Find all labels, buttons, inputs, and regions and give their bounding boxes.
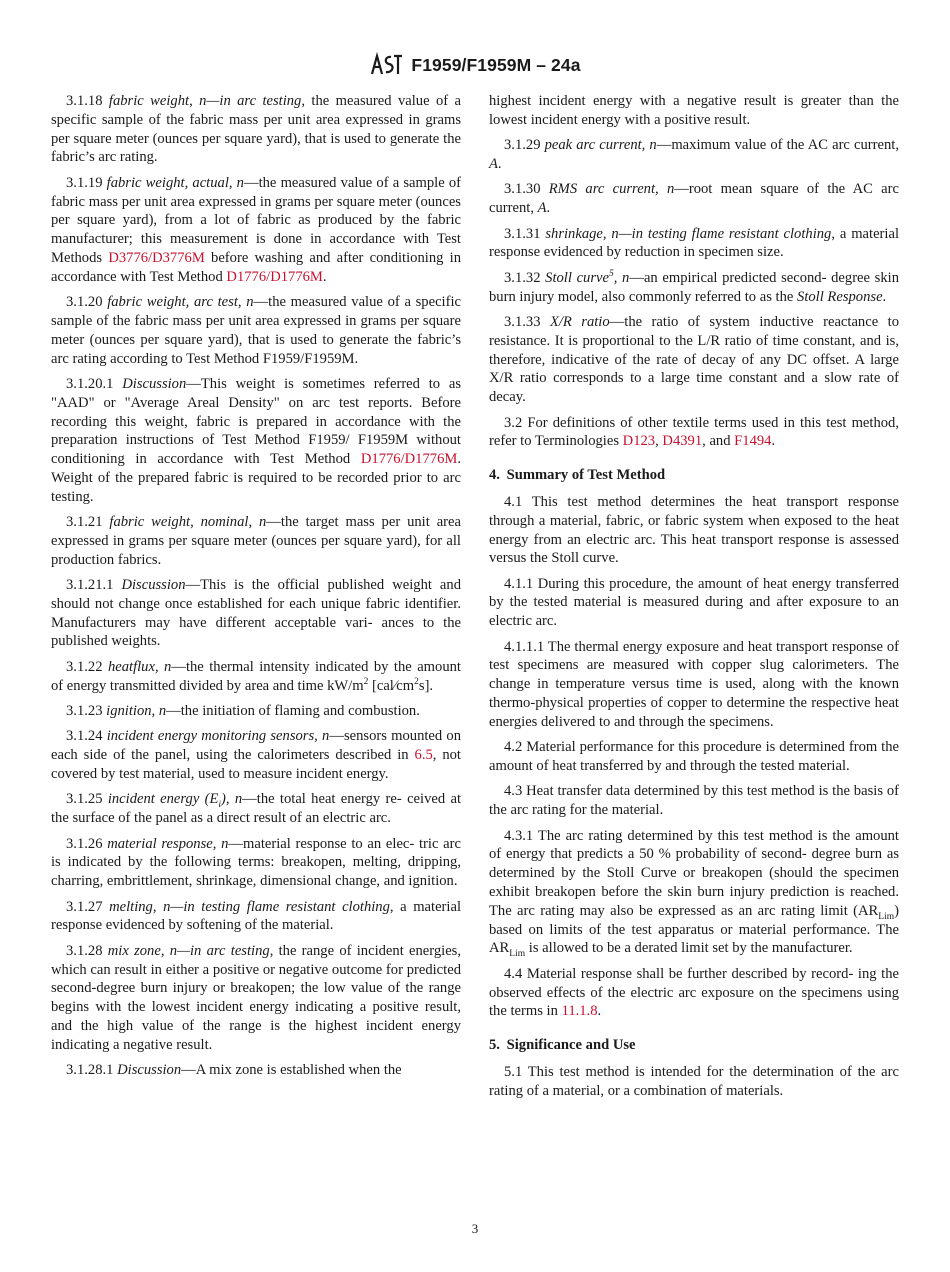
paragraph-3-2: 3.2 For definitions of other textile terms used in this test method, refer to Terminologies D123, D4391, and F1494. [489,414,899,450]
left-column [51,92,461,1087]
definition-3-1-29: 3.1.29 peak arc current, n—maximum value of the AC arc current, A. [489,137,899,172]
definition-3-1-21: 3.1.21 fabric weight, nominal, n—the target mass per unit area expressed in grams per square meter (ounces per square yard), for all production fabrics. [51,514,461,568]
definition-3-1-27: 3.1.27 melting, n—in testing flame resistant clothing, a material response evidenced by softening of the material. [51,898,461,934]
section-4-heading: 4. Summary of Test Method [489,467,666,484]
definition-3-1-25: 3.1.25 incident energy $(E_i)$, n—the total heat energy re- ceived at the surface of the panel as a direct result of an electric arc. [51,791,461,827]
paragraph-4-3: 4.3 Heat transfer data determined by this test method is the basis of the arc rating for the material. [489,783,899,819]
paragraph-4-2: 4.2 Material performance for this procedure is determined from the amount of heat transferred by and through the tested material. [489,739,899,775]
ref-f1494[interactable]: F1494 [734,433,772,450]
definition-3-1-24: 3.1.24 incident energy monitoring sensors, n—sensors mounted on each side of the panel, using the calorimeters described in 6.5, not covered by test material, used to measure incident energy. [51,728,461,783]
paragraph-4-1-1: 4.1.1 During this procedure, the amount of heat energy transferred by the tested material is measured during and after exposure to an electric arc. [489,575,899,630]
ref-11-1-8[interactable]: 11.1.8 [561,1003,598,1020]
continuation-3-1-28-1: highest incident energy with a negative result is greater than the lowest incident energy with a positive result. [489,93,899,128]
paragraph-4-1-1-1: 4.1.1.1 The thermal energy exposure and heat transport response of test specimens are measured with copper slug calorimeters. The change in temperature versus time is used, along with the known thermo-physical properties of copper to determine the respective heat energies delivered to and through the specimens. [489,638,899,730]
right-column [489,92,899,1107]
discussion-3-1-28-1: 3.1.28.1 Discussion—A mix zone is established when the [66,1062,402,1079]
definition-3-1-33: 3.1.33 X/R ratio—the ratio of system inductive reactance to resistance. It is proportional to the L/R ratio of time constant, and is, therefore, indicative of the rate of decay of any DC offset. A large X/R ratio corresponds to a large time constant and a slow rate of decay. [489,313,899,406]
standard-designation: F1959/F1959M – 24a [411,54,581,75]
definition-3-1-23: 3.1.23 ignition, n—the initiation of flaming and combustion. [66,703,420,720]
definition-3-1-32: 3.1.32 Stoll curve$^5$, n—an empirical predicted second- degree skin burn injury model, also commonly referred to as the Stoll Response. [489,268,899,305]
ref-6-5[interactable]: 6.5 [414,747,433,764]
discussion-3-1-20-1: 3.1.20.1 Discussion—This weight is sometimes referred to as "AAD" or "Average Areal Density" on arc test reports. Before recording this weight, fabric is prepared in accordance with the preparation instructions of Test Method F1959/ F1959M without conditioning in accordance with Test Method D1776/D1776M. Weight of the prepared fabric is required to be recorded prior to arc testing. [51,375,461,505]
section-5-heading: 5. Significance and Use [489,1037,636,1054]
definition-3-1-20: 3.1.20 fabric weight, arc test, n—the measured value of a specific sample of the fabric mass per unit area expressed in grams per square meter (ounces per square yard), that is used to generate the fabric’s arc rating according to Test Method F1959/F1959M. [51,294,462,367]
astm-logo-icon [369,52,403,78]
ref-d1776[interactable]: D1776/D1776M [226,268,323,285]
paragraph-4-3-1: 4.3.1 The arc rating determined by this test method is the amount of energy that predicts a 50 % probability of second- degree burn as determined by the Stoll Curve or breakopen (should the specimen exhibit breakopen before the skin burn injury prediction is reached. The arc rating may also be expressed as an arc rating limit $(AR_{Lim})$ based on limits of the test apparatus or material performance. The $AR_{Lim}$ is allowed to be a derated limit set by the manufacturer. [489,827,899,960]
ref-d123[interactable]: D123 [622,433,656,450]
page-number: 3 [471,1221,479,1236]
paragraph-4-1: 4.1 This test method determines the heat transport response through a material, fabric, or fabric system when exposed to the heat energy from an electric arc. This heat transport response is assessed versus the Stoll curve. [489,493,899,567]
definition-3-1-26: 3.1.26 material response, n—material response to an elec- tric arc is indicated by the following terms: breakopen, melting, dripping, charring, embrittlement, shrinkage, dimensional change, and ignition. [51,835,461,890]
definition-3-1-18: 3.1.18 fabric weight, n—in arc testing, the measured value of a specific sample of the fabric mass per unit area expressed in grams per square meter (ounces per square yard), that is used to generate the fabric’s arc rating. [51,93,461,166]
discussion-3-1-21-1: 3.1.21.1 Discussion—This is the official published weight and should not change once established for each unique fabric identifier. Manufacturers may have different acceptable vari- ances to the published weights. [51,577,461,650]
definition-3-1-19: 3.1.19 fabric weight, actual, n—the measured value of a sample of fabric mass per unit area expressed in grams per square meter (ounces per square yard), from a lot of fabric as produced by the fabric manufacturer; this measurement is done in accordance with Test Methods D3776/D3776M before washing and after conditioning in accordance with Test Method D1776/D1776M. [51,174,462,285]
ref-d4391[interactable]: D4391 [662,433,703,450]
paragraph-5-1: 5.1 This test method is intended for the determination of the arc rating of a material, or a combination of materials. [489,1063,899,1099]
paragraph-4-4: 4.4 Material response shall be further described by record- ing the observed effects of the electric arc exposure on the specimens using the terms in 11.1.8. [489,965,899,1020]
definition-3-1-22: 3.1.22 heatflux, n—the thermal intensity indicated by the amount of energy transmitted divided by area and time $kW/m^2$ $[cal⁄cm^2s]$. [51,658,461,694]
ref-d3776[interactable]: D3776/D3776M [108,249,205,266]
ref-d1776[interactable]: D1776/D1776M [360,451,458,468]
page-header [0,52,950,78]
definition-3-1-30: 3.1.30 RMS arc current, n—root mean square of the AC arc current, A. [489,181,899,217]
definition-3-1-31: 3.1.31 shrinkage, n—in testing flame resistant clothing, a material response evidenced by reduction in specimen size. [489,225,900,261]
definition-3-1-28: 3.1.28 mix zone, n—in arc testing, the range of incident energies, which can result in either a positive or negative outcome for predicted second-degree burn injury or breakopen; the low value of the range begins with the lowest incident energy indicating a positive result, and the high value of the range is the highest incident energy indicating a negative result. [51,942,462,1053]
